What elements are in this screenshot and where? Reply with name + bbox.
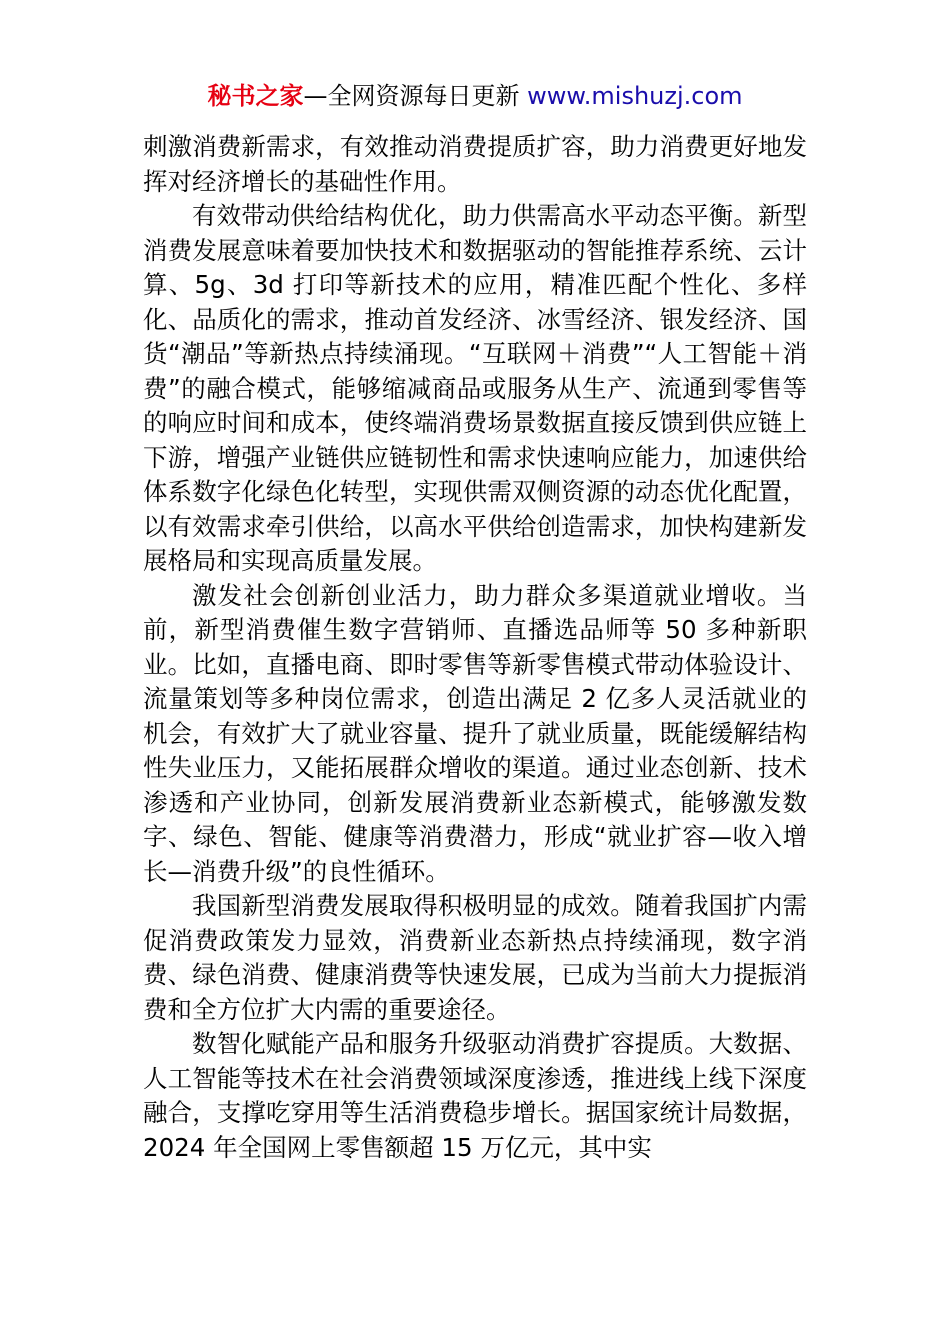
paragraph-continuation: 刺激消费新需求，有效推动消费提质扩容，助力消费更好地发挥对经济增长的基础性作用。 bbox=[143, 132, 807, 196]
site-url-link[interactable]: www.mishuzj.com bbox=[527, 82, 743, 110]
site-tagline: —全网资源每日更新 bbox=[303, 82, 528, 110]
paragraph-achievements: 我国新型消费发展取得积极明显的成效。随着我国扩内需促消费政策发力显效，消费新业态新热点持续涌现，数字消费、绿色消费、健康消费等快速发展，已成为当前大力提振消费和全方位扩大内需的重要途径。 bbox=[143, 891, 807, 1024]
document-body bbox=[143, 130, 807, 1165]
site-header bbox=[0, 80, 950, 112]
paragraph-supply-structure: 有效带动供给结构优化，助力供需高水平动态平衡。新型消费发展意味着要加快技术和数据驱动的智能推荐系统、云计算、5g、3d 打印等新技术的应用，精准匹配个性化、多样化、品质化的需求，推动首发经济、冰雪经济、银发经济、国货“潮品”等新热点持续涌现。“互联网＋消费”“人工智能＋消费”的融合模式，能够缩减商品或服务从生产、流通到零售等的响应时间和成本，使终端消费场景数据直接反馈到供应链上下游，增强产业链供应链韧性和需求快速响应能力，加速供给体系数字化绿色化转型，实现供需双侧资源的动态优化配置，以有效需求牵引供给，以高水平供给创造需求，加快构建新发展格局和实现高质量发展。 bbox=[143, 201, 807, 575]
site-brand: 秘书之家 bbox=[207, 82, 304, 110]
paragraph-digital-upgrade: 数智化赋能产品和服务升级驱动消费扩容提质。大数据、人工智能等技术在社会消费领域深度渗透，推进线上线下深度融合，支撑吃穿用等生活消费稳步增长。据国家统计局数据，2024 年全国网上零售额超 15 万亿元，其中实 bbox=[143, 1029, 807, 1162]
paragraph-employment: 激发社会创新创业活力，助力群众多渠道就业增收。当前，新型消费催生数字营销师、直播选品师等 50 多种新职业。比如，直播电商、即时零售等新零售模式带动体验设计、流量策划等多种岗位需求，创造出满足 2 亿多人灵活就业的机会，有效扩大了就业容量、提升了就业质量，既能缓解结构性失业压力，又能拓展群众增收的渠道。通过业态创新、技术渗透和产业协同，创新发展消费新业态新模式，能够激发数字、绿色、智能、健康等消费潜力，形成“就业扩容—收入增长—消费升级”的良性循环。 bbox=[143, 580, 807, 886]
